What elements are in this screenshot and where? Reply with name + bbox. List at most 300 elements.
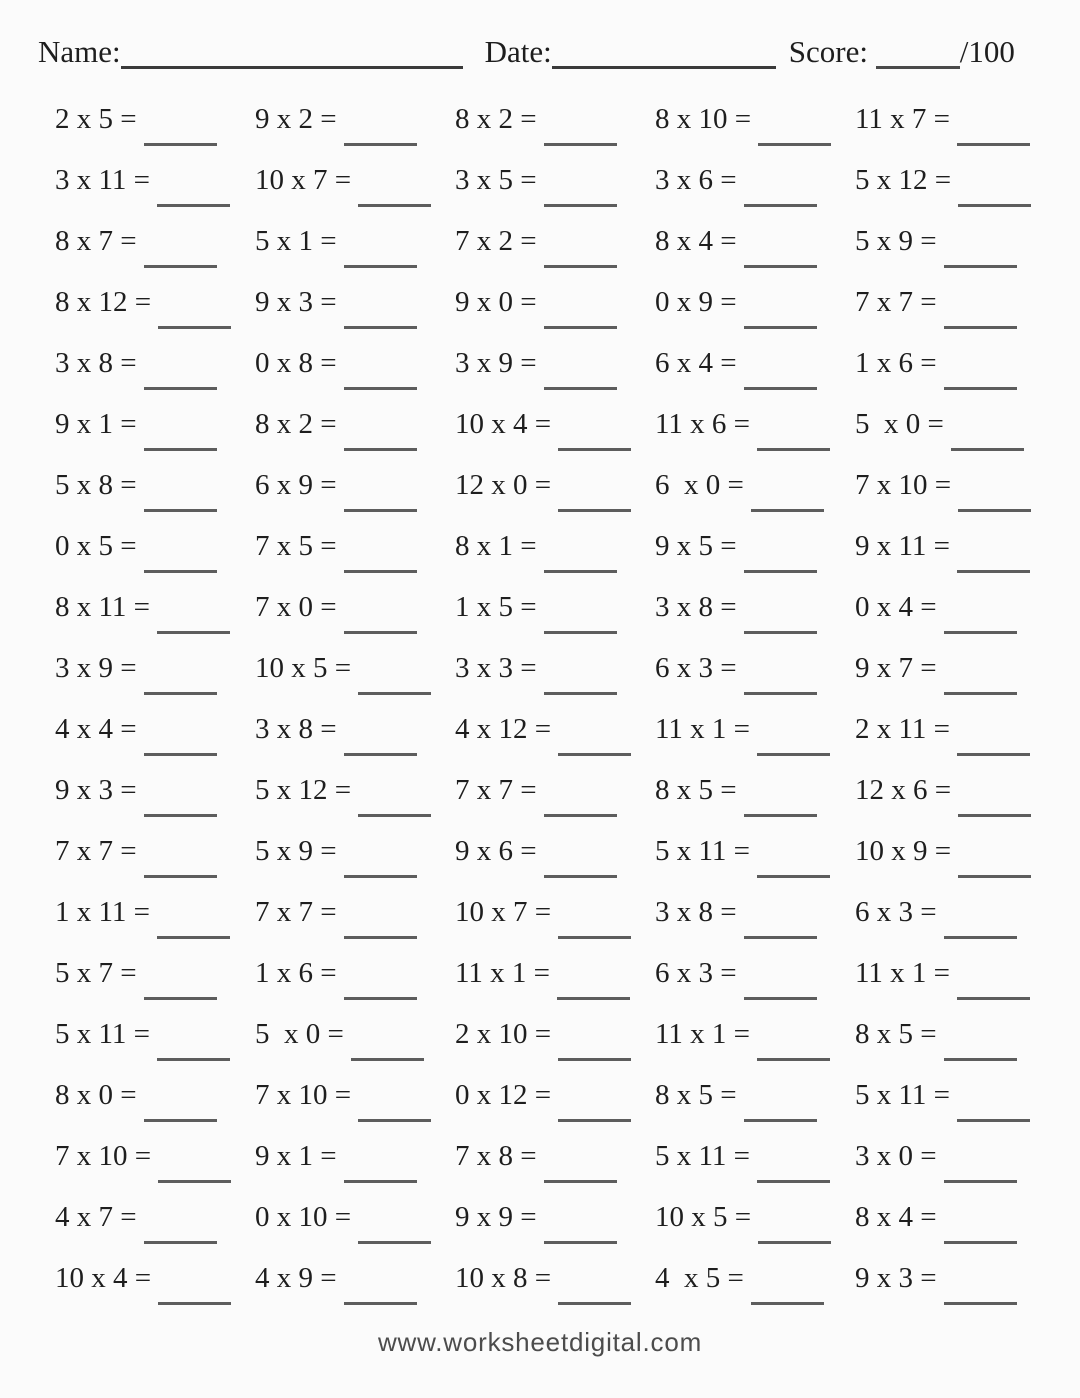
problem-cell <box>455 1187 655 1248</box>
problem-cell <box>455 516 655 577</box>
problem-expression: 9 x 2 = <box>255 103 337 135</box>
answer-blank[interactable] <box>944 1211 1017 1244</box>
problem-cell <box>55 1126 255 1187</box>
answer-blank[interactable] <box>958 174 1031 207</box>
name-label: Name: <box>38 34 121 69</box>
problem-expression: 11 x 1 = <box>655 1018 751 1050</box>
problem-expression: 6 x 0 = <box>655 469 744 501</box>
problem-cell <box>255 882 455 943</box>
problem-expression: 9 x 9 = <box>455 1201 537 1233</box>
answer-blank[interactable] <box>944 296 1017 329</box>
answer-blank[interactable] <box>744 357 817 390</box>
answer-blank[interactable] <box>757 418 830 451</box>
answer-blank[interactable] <box>951 418 1024 451</box>
answer-blank[interactable] <box>544 540 617 573</box>
answer-blank[interactable] <box>344 418 417 451</box>
problem-cell <box>55 1248 255 1309</box>
problem-expression: 5 x 8 = <box>55 469 137 501</box>
answer-blank[interactable] <box>544 1150 617 1183</box>
problem-cell <box>855 455 1055 516</box>
problem-cell <box>55 821 255 882</box>
problem-cell <box>255 211 455 272</box>
problem-expression: 9 x 3 = <box>255 286 337 318</box>
problem-cell <box>455 760 655 821</box>
problem-cell <box>855 638 1055 699</box>
problem-expression: 5 x 12 = <box>255 774 352 806</box>
problem-expression: 5 x 11 = <box>55 1018 151 1050</box>
problem-expression: 8 x 4 = <box>655 225 737 257</box>
answer-blank[interactable] <box>344 1272 417 1305</box>
answer-blank[interactable] <box>558 906 631 939</box>
answer-blank[interactable] <box>544 113 617 146</box>
date-field-line[interactable] <box>552 35 776 69</box>
worksheet-footer <box>0 1327 1080 1358</box>
answer-blank[interactable] <box>958 479 1031 512</box>
answer-blank[interactable] <box>944 1150 1017 1183</box>
answer-blank[interactable] <box>944 235 1017 268</box>
problem-cell <box>655 1187 855 1248</box>
problem-cell <box>255 577 455 638</box>
problem-cell <box>255 272 455 333</box>
problem-expression: 3 x 8 = <box>655 591 737 623</box>
problem-cell <box>455 638 655 699</box>
problem-cell <box>655 89 855 150</box>
answer-blank[interactable] <box>157 906 230 939</box>
worksheet-header <box>0 0 1080 70</box>
problem-expression: 1 x 5 = <box>455 591 537 623</box>
problem-expression: 7 x 10 = <box>55 1140 152 1172</box>
problem-expression: 7 x 10 = <box>255 1079 352 1111</box>
answer-blank[interactable] <box>358 784 431 817</box>
answer-blank[interactable] <box>744 662 817 695</box>
website-url: www.worksheetdigital.com <box>377 1327 703 1357</box>
problem-expression: 9 x 11 = <box>855 530 951 562</box>
answer-blank[interactable] <box>758 1211 831 1244</box>
problem-expression: 0 x 5 = <box>55 530 137 562</box>
problem-expression: 5 x 0 = <box>255 1018 344 1050</box>
problem-cell <box>655 272 855 333</box>
problem-expression: 8 x 10 = <box>655 103 752 135</box>
problem-cell <box>455 89 655 150</box>
problem-cell <box>655 821 855 882</box>
problem-expression: 10 x 5 = <box>655 1201 752 1233</box>
problem-expression: 0 x 10 = <box>255 1201 352 1233</box>
problem-expression: 8 x 5 = <box>655 774 737 806</box>
answer-blank[interactable] <box>544 357 617 390</box>
problem-expression: 9 x 7 = <box>855 652 937 684</box>
problem-expression: 5 x 9 = <box>255 835 337 867</box>
answer-blank[interactable] <box>544 174 617 207</box>
answer-blank[interactable] <box>744 967 817 1000</box>
answer-blank[interactable] <box>744 906 817 939</box>
problem-expression: 3 x 8 = <box>55 347 137 379</box>
answer-blank[interactable] <box>158 1150 231 1183</box>
problem-cell <box>455 1004 655 1065</box>
problem-cell <box>855 211 1055 272</box>
problem-cell <box>855 1065 1055 1126</box>
answer-blank[interactable] <box>144 1089 217 1122</box>
answer-blank[interactable] <box>944 662 1017 695</box>
answer-blank[interactable] <box>544 296 617 329</box>
problem-cell <box>255 1187 455 1248</box>
problem-cell <box>855 333 1055 394</box>
problem-cell <box>655 699 855 760</box>
problem-cell <box>255 394 455 455</box>
problem-cell <box>255 699 455 760</box>
problem-cell <box>55 943 255 1004</box>
problem-cell <box>655 760 855 821</box>
answer-blank[interactable] <box>944 1272 1017 1305</box>
problem-cell <box>55 699 255 760</box>
problem-cell <box>55 1187 255 1248</box>
answer-blank[interactable] <box>558 1272 631 1305</box>
answer-blank[interactable] <box>544 662 617 695</box>
problem-expression: 3 x 0 = <box>855 1140 937 1172</box>
problem-expression: 3 x 11 = <box>55 164 151 196</box>
answer-blank[interactable] <box>958 845 1031 878</box>
answer-blank[interactable] <box>957 1089 1030 1122</box>
answer-blank[interactable] <box>344 845 417 878</box>
problem-expression: 11 x 1 = <box>855 957 951 989</box>
problem-cell <box>55 760 255 821</box>
problem-cell <box>855 821 1055 882</box>
problem-cell <box>255 821 455 882</box>
problem-expression: 2 x 5 = <box>55 103 137 135</box>
answer-blank[interactable] <box>344 479 417 512</box>
problem-cell <box>455 1065 655 1126</box>
answer-blank[interactable] <box>344 540 417 573</box>
problem-expression: 5 x 0 = <box>855 408 944 440</box>
answer-blank[interactable] <box>558 479 631 512</box>
problem-expression: 6 x 3 = <box>655 652 737 684</box>
problem-cell <box>655 333 855 394</box>
problem-cell <box>55 211 255 272</box>
problem-expression: 8 x 1 = <box>455 530 537 562</box>
problem-expression: 3 x 8 = <box>255 713 337 745</box>
answer-blank[interactable] <box>751 479 824 512</box>
answer-blank[interactable] <box>944 357 1017 390</box>
answer-blank[interactable] <box>744 540 817 573</box>
problem-expression: 10 x 9 = <box>855 835 952 867</box>
problem-expression: 3 x 9 = <box>55 652 137 684</box>
problem-expression: 7 x 8 = <box>455 1140 537 1172</box>
problem-cell <box>55 150 255 211</box>
answer-blank[interactable] <box>344 296 417 329</box>
problem-expression: 9 x 0 = <box>455 286 537 318</box>
answer-blank[interactable] <box>744 174 817 207</box>
problem-expression: 10 x 4 = <box>455 408 552 440</box>
answer-blank[interactable] <box>944 601 1017 634</box>
problem-cell <box>855 943 1055 1004</box>
problem-expression: 5 x 12 = <box>855 164 952 196</box>
problem-cell <box>855 882 1055 943</box>
answer-blank[interactable] <box>157 1028 230 1061</box>
problem-expression: 9 x 5 = <box>655 530 737 562</box>
answer-blank[interactable] <box>144 479 217 512</box>
problem-expression: 8 x 2 = <box>455 103 537 135</box>
problem-expression: 5 x 9 = <box>855 225 937 257</box>
problem-expression: 9 x 6 = <box>455 835 537 867</box>
problem-expression: 7 x 2 = <box>455 225 537 257</box>
problem-expression: 11 x 1 = <box>655 713 751 745</box>
problem-cell <box>655 1126 855 1187</box>
answer-blank[interactable] <box>544 784 617 817</box>
answer-blank[interactable] <box>344 723 417 756</box>
problem-cell <box>455 333 655 394</box>
problem-cell <box>655 882 855 943</box>
problem-expression: 2 x 11 = <box>855 713 951 745</box>
problem-cell <box>255 89 455 150</box>
answer-blank[interactable] <box>344 1150 417 1183</box>
answer-blank[interactable] <box>744 235 817 268</box>
answer-blank[interactable] <box>144 540 217 573</box>
answer-blank[interactable] <box>358 662 431 695</box>
answer-blank[interactable] <box>751 1272 824 1305</box>
problem-cell <box>455 150 655 211</box>
answer-blank[interactable] <box>744 1089 817 1122</box>
answer-blank[interactable] <box>757 1028 830 1061</box>
problem-cell <box>855 760 1055 821</box>
problem-expression: 8 x 2 = <box>255 408 337 440</box>
problem-cell <box>55 577 255 638</box>
problem-expression: 9 x 3 = <box>855 1262 937 1294</box>
problem-cell <box>55 638 255 699</box>
problem-cell <box>255 455 455 516</box>
score-total: /100 <box>959 34 1015 69</box>
problem-cell <box>655 1004 855 1065</box>
answer-blank[interactable] <box>558 418 631 451</box>
problem-cell <box>855 1248 1055 1309</box>
problem-cell <box>55 272 255 333</box>
problem-expression: 3 x 5 = <box>455 164 537 196</box>
answer-blank[interactable] <box>158 1272 231 1305</box>
problem-expression: 10 x 4 = <box>55 1262 152 1294</box>
date-label: Date: <box>484 34 552 69</box>
problem-cell <box>655 638 855 699</box>
problem-expression: 0 x 9 = <box>655 286 737 318</box>
answer-blank[interactable] <box>957 113 1030 146</box>
problem-cell <box>255 1126 455 1187</box>
problem-expression: 3 x 3 = <box>455 652 537 684</box>
problem-expression: 8 x 7 = <box>55 225 137 257</box>
problem-expression: 11 x 1 = <box>455 957 551 989</box>
answer-blank[interactable] <box>544 601 617 634</box>
problem-expression: 12 x 0 = <box>455 469 552 501</box>
answer-blank[interactable] <box>957 967 1030 1000</box>
problem-expression: 7 x 7 = <box>855 286 937 318</box>
problem-expression: 8 x 0 = <box>55 1079 137 1111</box>
answer-blank[interactable] <box>358 1089 431 1122</box>
problem-expression: 0 x 4 = <box>855 591 937 623</box>
problem-expression: 8 x 5 = <box>655 1079 737 1111</box>
problem-expression: 6 x 3 = <box>855 896 937 928</box>
problem-expression: 7 x 7 = <box>55 835 137 867</box>
problem-cell <box>655 1065 855 1126</box>
answer-blank[interactable] <box>757 845 830 878</box>
problem-cell <box>255 760 455 821</box>
answer-blank[interactable] <box>144 662 217 695</box>
problem-expression: 0 x 12 = <box>455 1079 552 1111</box>
problem-cell <box>655 577 855 638</box>
answer-blank[interactable] <box>157 174 230 207</box>
problem-expression: 3 x 6 = <box>655 164 737 196</box>
answer-blank[interactable] <box>144 113 217 146</box>
answer-blank[interactable] <box>358 174 431 207</box>
problem-expression: 2 x 10 = <box>455 1018 552 1050</box>
answer-blank[interactable] <box>344 967 417 1000</box>
answer-blank[interactable] <box>757 723 830 756</box>
problem-expression: 4 x 4 = <box>55 713 137 745</box>
problem-expression: 8 x 5 = <box>855 1018 937 1050</box>
answer-blank[interactable] <box>144 357 217 390</box>
problem-cell <box>455 455 655 516</box>
problem-cell <box>855 89 1055 150</box>
answer-blank[interactable] <box>344 113 417 146</box>
problem-cell <box>455 394 655 455</box>
problem-cell <box>655 150 855 211</box>
answer-blank[interactable] <box>544 1211 617 1244</box>
problem-expression: 5 x 11 = <box>855 1079 951 1111</box>
problem-cell <box>255 1248 455 1309</box>
problems-grid <box>0 89 1080 1309</box>
problem-expression: 1 x 6 = <box>255 957 337 989</box>
problem-expression: 7 x 7 = <box>455 774 537 806</box>
answer-blank[interactable] <box>144 784 217 817</box>
problem-expression: 11 x 6 = <box>655 408 751 440</box>
problem-cell <box>255 150 455 211</box>
problem-expression: 7 x 5 = <box>255 530 337 562</box>
problem-expression: 10 x 7 = <box>455 896 552 928</box>
problem-cell <box>855 1126 1055 1187</box>
problem-expression: 11 x 7 = <box>855 103 951 135</box>
problem-cell <box>455 577 655 638</box>
answer-blank[interactable] <box>351 1028 424 1061</box>
problem-expression: 6 x 3 = <box>655 957 737 989</box>
problem-expression: 1 x 6 = <box>855 347 937 379</box>
problem-expression: 9 x 3 = <box>55 774 137 806</box>
problem-expression: 5 x 1 = <box>255 225 337 257</box>
problem-cell <box>255 516 455 577</box>
problem-cell <box>55 1004 255 1065</box>
answer-blank[interactable] <box>344 601 417 634</box>
answer-blank[interactable] <box>957 723 1030 756</box>
problem-expression: 10 x 7 = <box>255 164 352 196</box>
answer-blank[interactable] <box>557 967 630 1000</box>
problem-expression: 5 x 11 = <box>655 835 751 867</box>
answer-blank[interactable] <box>344 357 417 390</box>
problem-expression: 9 x 1 = <box>55 408 137 440</box>
problem-cell <box>855 577 1055 638</box>
problem-expression: 3 x 8 = <box>655 896 737 928</box>
answer-blank[interactable] <box>944 906 1017 939</box>
answer-blank[interactable] <box>144 845 217 878</box>
problem-cell <box>55 333 255 394</box>
problem-cell <box>855 394 1055 455</box>
problem-cell <box>455 943 655 1004</box>
problem-expression: 5 x 11 = <box>655 1140 751 1172</box>
problem-expression: 4 x 7 = <box>55 1201 137 1233</box>
answer-blank[interactable] <box>744 784 817 817</box>
answer-blank[interactable] <box>358 1211 431 1244</box>
problem-cell <box>855 699 1055 760</box>
problem-expression: 4 x 5 = <box>655 1262 744 1294</box>
problem-expression: 4 x 12 = <box>455 713 552 745</box>
answer-blank[interactable] <box>958 784 1031 817</box>
answer-blank[interactable] <box>757 1150 830 1183</box>
problem-cell <box>255 1065 455 1126</box>
problem-cell <box>55 394 255 455</box>
problem-expression: 8 x 11 = <box>55 591 151 623</box>
problem-cell <box>255 333 455 394</box>
problem-expression: 8 x 12 = <box>55 286 152 318</box>
answer-blank[interactable] <box>758 113 831 146</box>
answer-blank[interactable] <box>144 235 217 268</box>
problem-expression: 10 x 5 = <box>255 652 352 684</box>
answer-blank[interactable] <box>144 967 217 1000</box>
answer-blank[interactable] <box>744 296 817 329</box>
answer-blank[interactable] <box>944 1028 1017 1061</box>
problem-expression: 7 x 7 = <box>255 896 337 928</box>
problem-cell <box>655 394 855 455</box>
score-field-line[interactable] <box>876 35 960 69</box>
problem-cell <box>455 882 655 943</box>
answer-blank[interactable] <box>344 906 417 939</box>
problem-expression: 12 x 6 = <box>855 774 952 806</box>
problem-cell <box>855 516 1055 577</box>
answer-blank[interactable] <box>144 723 217 756</box>
problem-cell <box>855 150 1055 211</box>
problem-expression: 6 x 9 = <box>255 469 337 501</box>
answer-blank[interactable] <box>744 601 817 634</box>
answer-blank[interactable] <box>957 540 1030 573</box>
problem-expression: 8 x 4 = <box>855 1201 937 1233</box>
problem-cell <box>255 1004 455 1065</box>
problem-cell <box>455 1126 655 1187</box>
problem-expression: 3 x 9 = <box>455 347 537 379</box>
answer-blank[interactable] <box>544 235 617 268</box>
problem-expression: 0 x 8 = <box>255 347 337 379</box>
name-field-line[interactable] <box>121 35 463 69</box>
problem-cell <box>455 821 655 882</box>
answer-blank[interactable] <box>144 1211 217 1244</box>
answer-blank[interactable] <box>344 235 417 268</box>
problem-expression: 6 x 4 = <box>655 347 737 379</box>
answer-blank[interactable] <box>158 296 231 329</box>
answer-blank[interactable] <box>558 1089 631 1122</box>
answer-blank[interactable] <box>157 601 230 634</box>
answer-blank[interactable] <box>558 1028 631 1061</box>
problem-cell <box>855 1004 1055 1065</box>
problem-cell <box>455 1248 655 1309</box>
problem-cell <box>55 516 255 577</box>
problem-cell <box>55 455 255 516</box>
problem-cell <box>455 211 655 272</box>
problem-expression: 1 x 11 = <box>55 896 151 928</box>
problem-cell <box>855 272 1055 333</box>
problem-cell <box>55 882 255 943</box>
problem-cell <box>455 272 655 333</box>
problem-expression: 4 x 9 = <box>255 1262 337 1294</box>
problem-cell <box>655 943 855 1004</box>
answer-blank[interactable] <box>544 845 617 878</box>
problem-cell <box>855 1187 1055 1248</box>
problem-cell <box>55 1065 255 1126</box>
answer-blank[interactable] <box>144 418 217 451</box>
answer-blank[interactable] <box>558 723 631 756</box>
problem-cell <box>655 1248 855 1309</box>
problem-expression: 5 x 7 = <box>55 957 137 989</box>
problem-cell <box>455 699 655 760</box>
